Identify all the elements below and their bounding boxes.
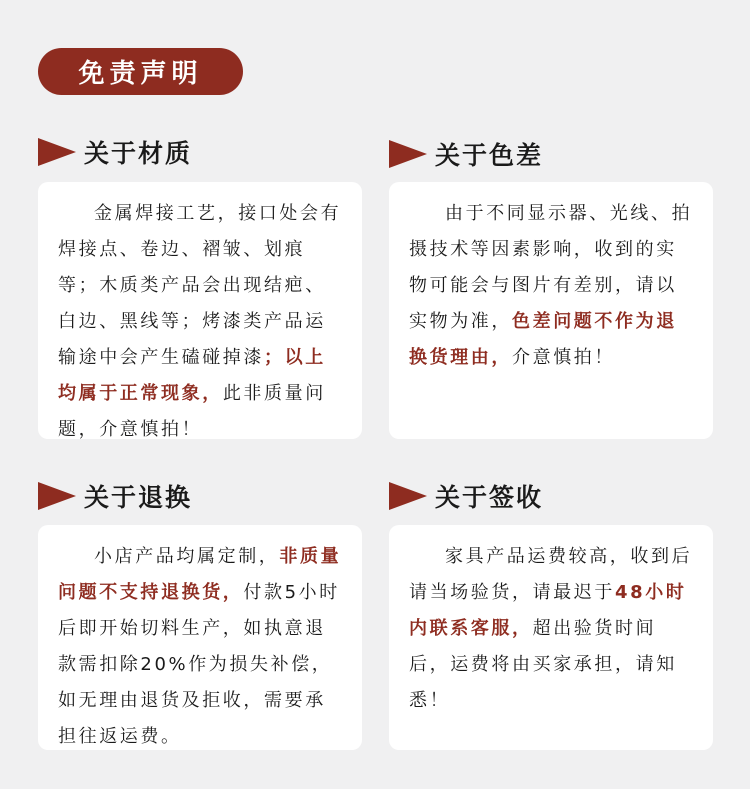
card-material xyxy=(38,182,362,439)
section-heading-color xyxy=(389,136,543,172)
body-text: 付款5小时后即开始切料生产，如执意退款需扣除20%作为损失补偿，如无理由退货及拒收，需要承担往返运费。 xyxy=(58,582,340,747)
card-text xyxy=(58,539,346,755)
card-color-difference xyxy=(389,182,713,439)
card-text xyxy=(409,196,697,376)
body-text: 介意慎拍！ xyxy=(512,347,615,368)
body-text: 小店产品均属定制， xyxy=(94,546,280,567)
section-heading-text: 关于材质 xyxy=(84,139,193,168)
highlight-text: 色差问题不作为退换货理由， xyxy=(409,311,677,368)
body-text: 由于不同显示器、光线、拍摄技术等因素影响，收到的实物可能会与图片有差别，请以实物为准， xyxy=(409,203,693,332)
card-text xyxy=(409,539,697,719)
card-receipt xyxy=(389,525,713,750)
triangle-arrow-icon xyxy=(389,482,427,510)
triangle-arrow-icon xyxy=(38,482,76,510)
card-text xyxy=(58,196,346,448)
section-heading-material xyxy=(38,134,192,170)
disclaimer-banner xyxy=(38,48,243,95)
triangle-arrow-icon xyxy=(38,138,76,166)
section-heading-receipt xyxy=(389,478,543,514)
triangle-arrow-icon xyxy=(389,140,427,168)
body-text: 超出验货时间后，运费将由买家承担，请知悉！ xyxy=(409,618,677,711)
section-heading-text: 关于色差 xyxy=(435,141,544,170)
body-text: 金属焊接工艺，接口处会有焊接点、卷边、褶皱、划痕等；木质类产品会出现结疤、白边、黑线等；烤漆类产品运输途中会产生磕碰掉漆 xyxy=(58,203,342,368)
banner-title: 免责声明 xyxy=(78,59,203,89)
highlight-text: 非质量问题不支持退换货， xyxy=(58,546,342,603)
highlight-text: ；以上均属于正常现象， xyxy=(58,347,326,404)
highlight-text: 48小时内联系客服， xyxy=(409,582,687,639)
body-text: 此非质量问题，介意慎拍！ xyxy=(58,383,326,440)
section-heading-returns xyxy=(38,478,192,514)
section-heading-text: 关于退换 xyxy=(84,483,193,512)
card-returns xyxy=(38,525,362,750)
body-text: 家具产品运费较高，收到后请当场验货，请最迟于 xyxy=(409,546,693,603)
section-heading-text: 关于签收 xyxy=(435,483,544,512)
